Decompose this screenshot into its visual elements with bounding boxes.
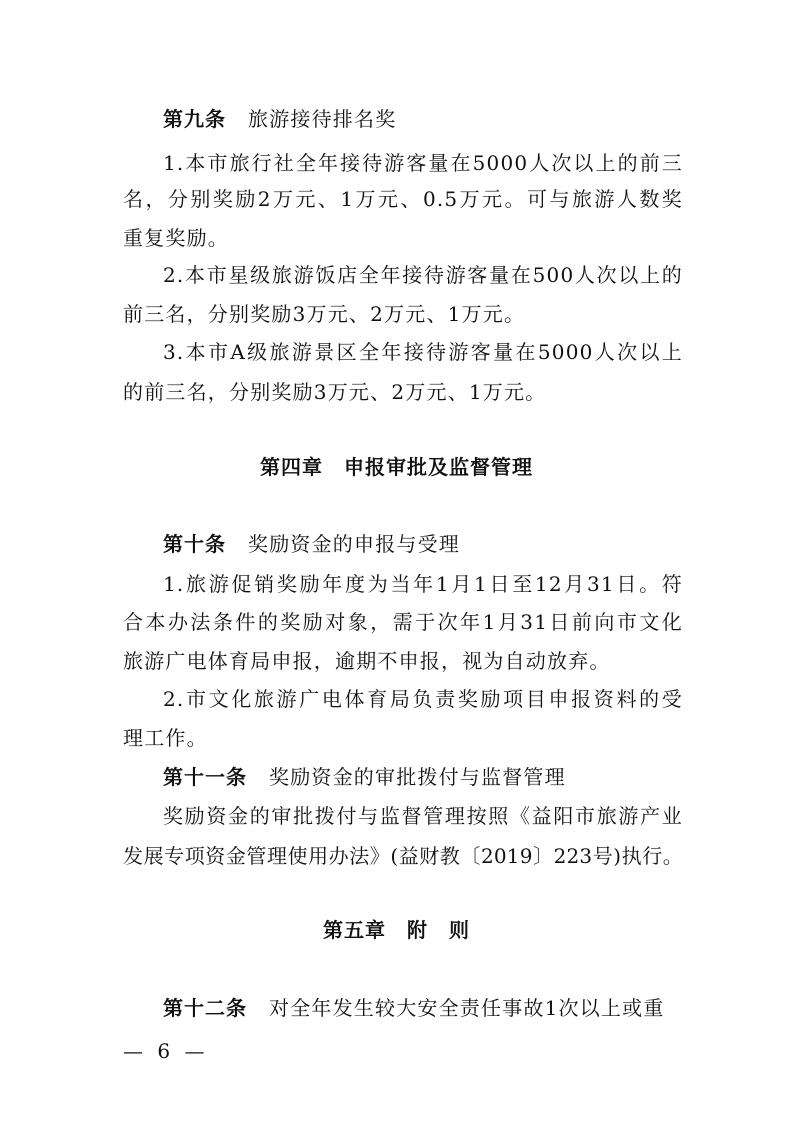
article-10-subject: 奖励资金的申报与受理: [248, 532, 460, 556]
paragraph-line: 2.本市星级旅游饭店全年接待游客量在500人次以上的: [163, 263, 683, 287]
paragraph-line: 1.本市旅行社全年接待游客量在5000人次以上的前三: [163, 151, 683, 175]
article-9-title: 第九条: [163, 107, 226, 131]
paragraph-line: 重复奖励。: [123, 226, 229, 250]
paragraph-line: 合本办法条件的奖励对象，需于次年1月31日前向市文化: [123, 610, 683, 634]
paragraph-line: 2.市文化旅游广电体育局负责奖励项目申报资料的受: [163, 687, 683, 711]
paragraph-line: 3.本市A级旅游景区全年接待游客量在5000人次以上: [163, 340, 683, 364]
paragraph-line: 奖励资金的审批拨付与监督管理按照《益阳市旅游产业: [163, 804, 683, 828]
paragraph-line: 理工作。: [123, 726, 208, 750]
chapter-5-title: 第五章 附 则: [323, 918, 470, 942]
paragraph-line: 发展专项资金管理使用办法》(益财教〔2019〕223号)执行。: [123, 844, 683, 868]
page-number: — 6 —: [123, 1039, 209, 1063]
paragraph-line: 的前三名，分别奖励3万元、2万元、1万元。: [123, 380, 547, 404]
article-10-heading: [163, 526, 683, 562]
paragraph-line: 1.旅游促销奖励年度为当年1月1日至12月31日。符: [163, 572, 683, 596]
article-9-heading: [163, 101, 683, 137]
paragraph-line: 旅游广电体育局申报，逾期不申报，视为自动放弃。: [123, 649, 611, 673]
article-10-title: 第十条: [163, 532, 226, 556]
paragraph-line: 名，分别奖励2万元、1万元、0.5万元。可与旅游人数奖: [123, 187, 683, 211]
article-11-subject: 奖励资金的审批拨付与监督管理: [269, 765, 566, 789]
article-11-heading: [163, 759, 683, 795]
article-12-subject: 对全年发生较大安全责任事故1次以上或重: [269, 996, 665, 1020]
article-11-title: 第十一条: [163, 765, 247, 789]
article-12-title: 第十二条: [163, 996, 247, 1020]
article-12-heading: [163, 990, 683, 1026]
article-9-subject: 旅游接待排名奖: [248, 107, 397, 131]
chapter-4-title: 第四章 申报审批及监督管理: [260, 455, 533, 479]
paragraph-line: 前三名，分别奖励3万元、2万元、1万元。: [123, 302, 526, 326]
